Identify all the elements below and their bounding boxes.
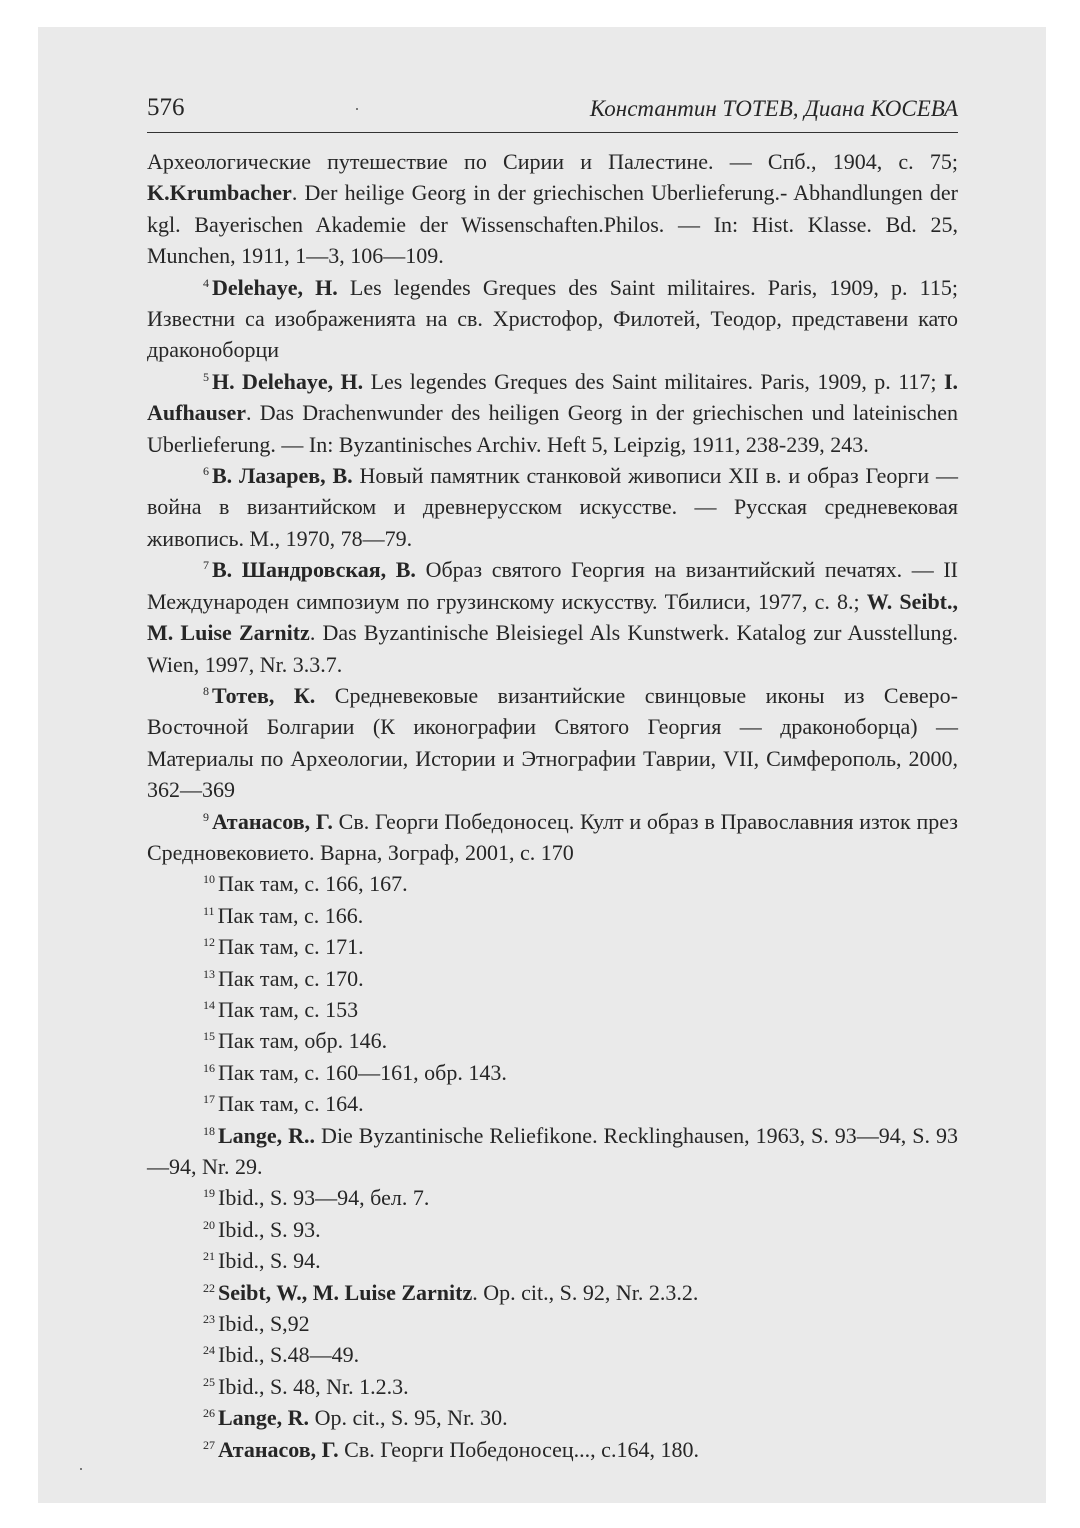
author-name: В. Лазарев, В.: [212, 463, 353, 489]
footnote-13: $^{13}$ Пак там, с. 170.: [203, 965, 364, 991]
footnote-10: $^{10}$ Пак там, с. 166, 167.: [203, 871, 408, 897]
footnote-27: $^{27}$ Атанасов, Г. Св. Георги Победоносец..., с.164, 180.: [203, 1436, 699, 1462]
footnote-26: $^{26}$ Lange, R. Op. cit., S. 95, Nr. 30.: [203, 1405, 508, 1431]
footnote-12: $^{12}$ Пак там, с. 171.: [203, 934, 364, 960]
author-name: W. Seibt., M. Luise Zarnitz: [147, 588, 959, 646]
footnote-number: 12: [203, 935, 215, 950]
footnote-11: $^{11}$ Пак там, с. 166.: [203, 902, 364, 928]
author-name: I. Aufhauser: [147, 368, 958, 426]
footnote-18: $^{18}$ Lange, R.. Die Byzantinische Reliefikone. Recklinghausen, 1963, S. 93—94, S. 93—94, Nr. 29.: [147, 1122, 959, 1179]
author-name: H. Delehaye, H.: [212, 368, 364, 394]
footnote-number: 21: [203, 1249, 215, 1264]
footnote-20: $^{20}$ Ibid., S. 93.: [203, 1216, 321, 1242]
footnotes-block: [147, 146, 958, 1465]
footnote-17: $^{17}$ Пак там, с. 164.: [203, 1091, 364, 1117]
footnote-number: 9: [203, 809, 209, 824]
footnote-5: $^5$ H. Delehaye, H. Les legendes Greques des Saint militaires. Paris, 1909, p. 117; I. Aufhauser. Das Drachenwunder des heiligen Georg in der griechischen und lateinischen Uberlieferung. — In: Byzantinisches Archiv. Heft 5, Leipzig, 1911, 238-239, 243.: [147, 368, 958, 457]
footnote-number: 8: [203, 683, 209, 698]
author-name: В. Шандровская, В.: [212, 557, 416, 583]
speck: [80, 1468, 82, 1470]
author-name: Lange, R..: [218, 1122, 316, 1148]
footnote-number: 5: [203, 369, 209, 384]
footnote-number: 15: [203, 1029, 215, 1044]
footnote-19: $^{19}$ Ibid., S. 93—94, бел. 7.: [203, 1185, 430, 1211]
author-name: Тотев, К.: [212, 682, 316, 708]
footnote-9: $^9$ Атанасов, Г. Св. Георги Победоносец. Култ и образ в Православния изток през Средновековието. Варна, Зограф, 2001, с. 170: [147, 808, 958, 865]
footnote-22: $^{22}$ Seibt, W., M. Luise Zarnitz. Op. cit., S. 92, Nr. 2.3.2.: [203, 1279, 699, 1305]
footnote-number: 11: [203, 903, 215, 918]
footnote-15: $^{15}$ Пак там, обр. 146.: [203, 1028, 388, 1054]
footnote-25: $^{25}$ Ibid., S. 48, Nr. 1.2.3.: [203, 1373, 409, 1399]
footnote-number: 26: [203, 1406, 215, 1421]
footnote-4: $^4$ Delehaye, H. Les legendes Greques des Saint militaires. Paris, 1909, p. 115; Известни са изображенията на св. Христофор, Филотей, Теодор, представени като драконоборци: [147, 274, 958, 363]
author-name: Delehaye, H.: [212, 274, 338, 300]
footnote-number: 18: [203, 1123, 215, 1138]
page-header: [147, 94, 958, 128]
header-rule: [147, 132, 958, 133]
footnote-number: 7: [203, 558, 209, 573]
footnote-continuation: Археологические путешествие по Сирии и Палестине. — Спб., 1904, с. 75; K.Krumbacher. Der heilige Georg in der griechischen Uberlieferung.- Abhandlungen der kgl. Bayerischen Akademie der Wissenschaften.Philos. — In: Hist. Klasse. Bd. 25, Munchen, 1911, 1—3, 106—109.: [147, 149, 958, 269]
speck: [356, 108, 358, 110]
footnote-number: 23: [203, 1312, 215, 1327]
footnote-number: 6: [203, 464, 209, 479]
footnote-number: 24: [203, 1343, 215, 1358]
author-name: Lange, R.: [218, 1405, 310, 1431]
author-name: K.Krumbacher: [147, 180, 292, 206]
footnote-16: $^{16}$ Пак там, с. 160—161, обр. 143.: [203, 1059, 507, 1085]
footnote-number: 22: [203, 1280, 215, 1295]
footnote-number: 19: [203, 1186, 215, 1201]
footnote-24: $^{24}$ Ibid., S.48—49.: [203, 1342, 360, 1368]
footnote-number: 10: [203, 872, 215, 887]
footnote-number: 14: [203, 997, 215, 1012]
footnote-6: $^6$ В. Лазарев, В. Новый памятник станковой живописи XII в. и образ Георги — война в византийском и древнерусском искусстве. — Русская средневековая живопись. М., 1970, 78—79.: [147, 463, 958, 551]
author-name: Seibt, W., M. Luise Zarnitz: [218, 1279, 473, 1305]
footnote-number: 16: [203, 1060, 215, 1075]
author-name: Атанасов, Г.: [212, 808, 333, 834]
footnote-number: 25: [203, 1374, 215, 1389]
author-name: Атанасов, Г.: [218, 1436, 339, 1462]
footnote-21: $^{21}$ Ibid., S. 94.: [203, 1248, 321, 1274]
footnote-number: 4: [203, 275, 209, 290]
footnote-7: $^7$ В. Шандровская, В. Образ святого Георгия на византийский печатях. — II Международен симпозиум по грузинскому искусству. Тбилиси, 1977, с. 8.; W. Seibt., M. Luise Zarnitz. Das Byzantinische Bleisiegel Als Kunstwerk. Katalog zur Ausstellung. Wien, 1997, Nr. 3.3.7.: [147, 557, 959, 677]
running-head-authors: Константин ТОТЕВ, Диана КОСЕВА: [589, 96, 958, 121]
footnote-number: 13: [203, 966, 215, 981]
footnote-number: 27: [203, 1437, 215, 1452]
footnote-8: $^8$ Тотев, К. Средневековые византийские свинцовые иконы из Северо-Восточной Болгарии (К иконографии Святого Георгия — драконоборца) — Материалы по Археологии, Истории и Этнографии Таврии, VII, Симферополь, 2000, 362—369: [147, 682, 958, 803]
footnote-number: 17: [203, 1092, 215, 1107]
footnote-14: $^{14}$ Пак там, с. 153: [203, 996, 359, 1022]
page-number: 576: [147, 94, 185, 121]
footnote-23: $^{23}$ Ibid., S,92: [203, 1311, 310, 1337]
footnote-number: 20: [203, 1217, 215, 1232]
